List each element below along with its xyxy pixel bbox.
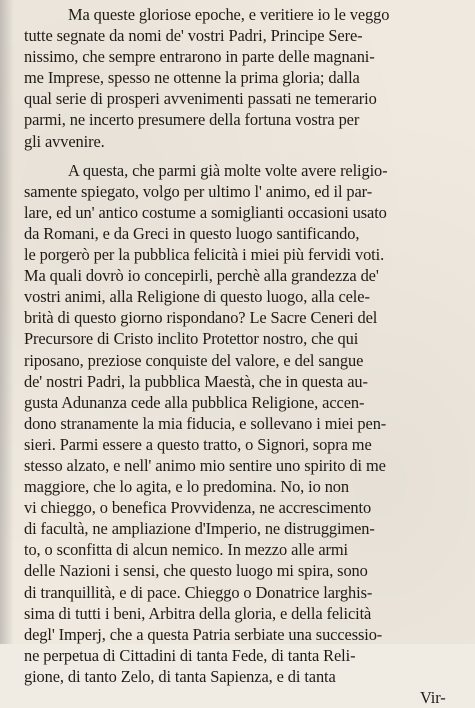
text-line: sieri. Parmi essere a questo tratto, o Signori, sopra me (24, 434, 372, 454)
text-line: parmi, ne incerto presumere della fortuna vostra per (24, 110, 360, 130)
text-line: ne perpetua di Cittadini di tanta Fede, di tanta Reli- (24, 645, 356, 665)
text-line: Ma quali dovrò io concepirli, perchè alla grandezza de' (24, 266, 379, 286)
text-line: delle Nazioni i sensi, che questo luogo mi spira, sono (24, 561, 368, 581)
text-line: qual serie di prosperi avvenimenti passati ne temerario (24, 89, 377, 109)
text-line: brità di questo giorno rispondano? Le Sacre Ceneri del (24, 308, 378, 328)
text-line: Ma queste gloriose epoche, e veritiere io le veggo (68, 5, 390, 24)
text-line: gione, di tanto Zelo, di tanta Sapienza, e di tanta (24, 666, 336, 686)
gutter-shadow (0, 0, 14, 644)
text-line: vi chieggo, o benefica Provvidenza, ne accrescimento (24, 498, 372, 518)
paragraph-1 (24, 4, 469, 152)
text-line: maggiore, che lo agita, e lo predomina. No, io non (24, 477, 349, 497)
text-line: me Imprese, spesso ne ottenne la prima gloria; dalla (24, 68, 360, 88)
text-line: tutte segnate da nomi de' vostri Padri, Principe Sere- (24, 26, 363, 46)
text-line: vostri animi, alla Religione di questo luogo, alla cele- (24, 287, 370, 307)
text-line: di facultà, ne ampliazione d'Imperio, ne distruggimen- (24, 519, 375, 539)
text-line: nissimo, che sempre entrarono in parte delle magnani- (24, 47, 375, 67)
text-line: to, o sconfitta di alcun nemico. In mezzo alle armi (24, 540, 348, 560)
text-line: riposano, preziose conquiste del valore, e del sangue (24, 350, 364, 370)
text-line: samente spiegato, volgo per ultimo l' animo, ed il par- (24, 181, 373, 201)
catchword: Vir- (420, 688, 446, 707)
text-line: le porgerò per la pubblica felicità i miei più fervidi voti. (24, 245, 385, 265)
text-line: stesso alzato, e nell' animo mio sentire uno spirito di me (24, 455, 386, 475)
text-line: dono stranamente la mia fiducia, e sollevano i miei pen- (24, 413, 387, 433)
text-line: lare, ed un' antico costume a somiglianti occasioni usato (24, 202, 387, 222)
text-line: sima di tutti i beni, Arbitra della gloria, e della felicità (24, 603, 372, 623)
text-line: degl' Imperj, che a questa Patria serbiate una successio- (24, 624, 383, 644)
text-line: da Romani, e da Greci in questo luogo santificando, (24, 223, 360, 243)
text-line: gli avvenire. (24, 131, 105, 151)
text-line: de' nostri Padri, la pubblica Maestà, che in questa au- (24, 371, 368, 391)
text-line: di tranquillità, e di pace. Chieggo o Donatrice larghis- (24, 582, 373, 602)
paragraph-gap (24, 152, 469, 160)
text-block (24, 4, 469, 708)
paragraph-2 (24, 160, 469, 687)
text-line: A questa, che parmi già molte volte avere religio- (68, 160, 388, 180)
text-line: Precursore di Cristo inclito Protettor nostro, che qui (24, 329, 359, 349)
text-line: gusta Adunanza cede alla pubblica Religione, accen- (24, 392, 365, 412)
